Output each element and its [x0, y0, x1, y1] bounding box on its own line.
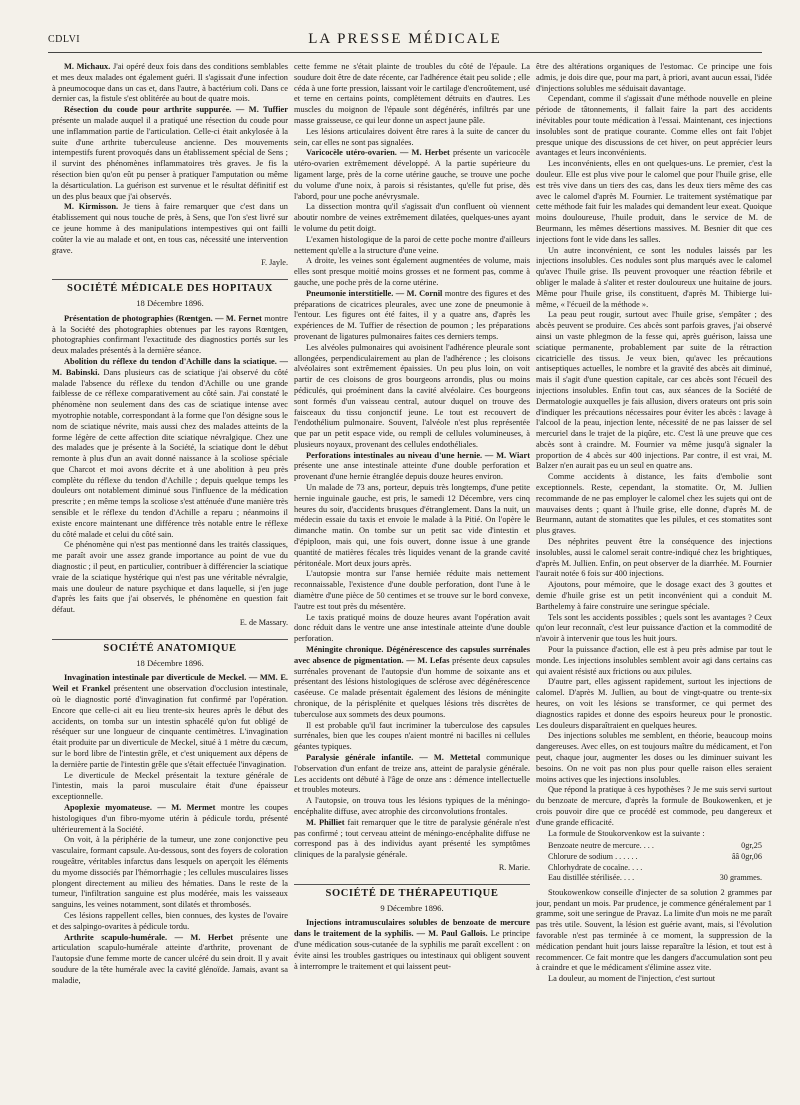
paragraph [294, 613, 530, 645]
paragraph [536, 310, 772, 472]
paragraph-text: Comme accidents à distance, les faits d'embolie sont exceptionnels. Reste, cependant, la stomatite. Or, M. Jullien recommande de ne pas employer le calomel chez les sujets qui ont de mauvaises dents ; quant à l'huile grise, elle donne, d'après M. de Beurmann, autant de stomatites que les pilules, et ces stomatites sont plus graves. [536, 472, 772, 536]
section-heading: SOCIÉTÉ ANATOMIQUE [52, 639, 288, 655]
paragraph-text: Les inconvénients, elles en ont quelques-uns. Le premier, c'est la douleur. Elle est plus vive pour le calomel que pour l'huile grise, elle est très vive dans un tiers des cas, dans les deux tiers même des cas avec le calomel d'après M. Fournier. Le traitement systématique par cette méthode fait fuir les malades qui demandent leur exeat. Quoique moins douloureuse, l'huile produit, dans le service de M. de Beurmann, les mêmes désertions massives. M. Besnier dit que ces injections font le vide dans les salles. [536, 159, 772, 244]
paragraph-text: Il est probable qu'il faut incriminer la tuberculose des capsules surrénales, bien que les coupes n'aient montré ni bacilles ni cellules géantes typiques. [294, 720, 530, 752]
paragraph-title: Paralysie générale infantile. — M. Mettetal [306, 753, 481, 762]
paragraph-text: La douleur, au moment de l'injection, c'est surtout [548, 974, 716, 984]
paragraph-text: Des injections solubles me semblent, en théorie, beaucoup moins dangereuses. Avec elles, on est toujours maître du médicament, et l'on peut, chaque jour, augmenter les doses ou les diminuer suivant les besoins. On ne voit pas non plus pour quelle raison elles seraient moins actives que les injections insolubles. [536, 731, 772, 784]
formula-ingredient: Chlorure de sodium . . . . . . [548, 851, 638, 861]
paragraph-text: A l'autopsie, on trouva tous les lésions typiques de la méningo-encéphalite diffuse, avec atrophie des circonvolutions frontales. [294, 796, 530, 816]
formula-row [548, 873, 772, 884]
paragraph [536, 731, 772, 785]
column-right [536, 62, 772, 1102]
paragraph [294, 235, 530, 257]
author-signature: R. Marie. [498, 862, 530, 872]
paragraph-title: Varicocèle utéro-ovarien. — M. Herbet [306, 148, 450, 158]
paragraph [536, 94, 772, 159]
paragraph [536, 974, 772, 985]
paragraph [536, 613, 772, 645]
formula-block [548, 841, 772, 883]
paragraph-title: Perforations intestinales au niveau d'une hernie. — M. Wiart [306, 450, 530, 460]
paragraph [294, 289, 530, 343]
column-left [52, 62, 288, 1102]
paragraph-text: fait remarquer que le titre de paralysie générale n'est pas confirmé ; tout cerveau atteint de méningo-encéphalite diffuse ne correspond pas à des individus ayant présenté les symptômes cliniques de la paralysie générale. [294, 817, 530, 860]
paragraph [52, 62, 288, 105]
paragraph-text: montre les coupes histologiques d'un fibro-myome utérin à pédicule tordu, présenté ultérieurement à la Société. [52, 803, 288, 834]
formula-quantity: 30 grammes. [719, 873, 762, 883]
paragraph [52, 911, 288, 933]
paragraph-text: J'ai opéré deux fois dans des conditions semblables et mes deux malades ont également guéri. Il s'agissait d'une infection à pneumocoque dans un cas et, dans l'autre, à bactérium coli. Dans ce dernier cas, la fistule s'est oblitérée au bout de quatre mois. [52, 62, 288, 104]
paragraph-text: présentent une observation d'occlusion intestinale, où le diagnostic porté d'invagination fut confirmé par l'opération. Encore que celle-ci ait eu lieu trente-six heures après le début des accidents, on tomba sur un intestin sphacélé qu'on fut obligé de réséquer sur une longueur de cinquante centimètres. L'invagination était produite par un diverticule de Meckel, situé à 1 mètre du cæcum, sur le bord libre de l'intestin grêle, et c'est uniquement aux dépens de la dernière partie de l'intestin grêle que s'était effectuée l'invagination. [52, 684, 288, 769]
paragraph-text: Un autre inconvénient, ce sont les nodules laissés par les injections insolubles. Ces nodules sont plus marqués avec le calomel qu'avec l'huile grise. Ils peuvent provoquer une réaction fébrile et obliger le malade à s'aliter et rester douloureux une huitaine de jours. Même pour l'huile grise, ils constituent, d'après M. Thibierge lui-même, « l'écueil de la méthode ». [536, 245, 772, 309]
paragraph [536, 829, 772, 840]
section-date: 18 Décembre 1896. [136, 657, 204, 668]
paragraph [294, 202, 530, 234]
paragraph-title: M. Kirmisson. [64, 202, 119, 212]
paragraph-text: Pour la puissance d'action, elle est à peu près admise par tout le monde. Les injections insolubles semblent avoir agi dans certains cas qui avaient résisté aux frictions ou aux pilules. [536, 645, 772, 676]
paragraph [52, 771, 288, 803]
journal-title: LA PRESSE MÉDICALE [308, 31, 502, 47]
paragraph [52, 835, 288, 911]
formula-ingredient: Benzoate neutre de mercure. . . . [548, 841, 654, 851]
paragraph [294, 343, 530, 451]
paragraph-text: présente deux capsules surrénales provenant de l'autopsie d'un homme de soixante ans et présentant des lésions histologiques de sclérose avec dégénérescence caséeuse. Ce malade présentait également des lésions de méningite chronique, de la périsplénite et quelques lésions très discrètes de tuberculose aux sommets des deux poumons. [294, 655, 530, 719]
paragraph-text: cette femme ne s'était plainte de troubles du côté de l'épaule. La soudure doit être de date récente, car l'adhérence était peu solide ; elle céda à une forte pression, laissant voir le cartilage d'encroûtement, usé et terne en certains points, complètement détruits en d'autres. Les muscles du moignon de l'épaule sont dégénérés, infiltrés par une masse graisseuse, ce qui leur donne un aspect jaune pâle. [294, 62, 530, 125]
section-date: 9 Décembre 1896. [380, 902, 444, 913]
paragraph [294, 256, 530, 288]
paragraph [294, 818, 530, 861]
page-header [48, 30, 762, 53]
paragraph-text: Ajoutons, pour mémoire, que le dosage exact des 3 gouttes et demie d'huile grise est un petit inconvénient qui a conduit M. Barthelemy à faire construire une seringue spéciale. [536, 580, 772, 611]
paragraph-title: Pneumonie interstitielle. — M. Cornil [306, 288, 443, 298]
paragraph-title: Présentation de photographies (Rœntgen. — M. Fernet [64, 313, 262, 323]
column-middle [294, 62, 530, 1102]
formula-ingredient: Chlorhydrate de cocaïne. . . . [548, 862, 643, 872]
formula-quantity: 0gr,25 [741, 841, 762, 851]
author-signature: E. de Massary. [239, 618, 288, 628]
paragraph [294, 569, 530, 612]
paragraph [294, 753, 530, 796]
paragraph-text: présente une articulation scapulo-humérale atteinte d'arthrite, provenant de l'autopsie d'une femme morte de cancer ulcéré du sein droit. Il y avait soudure de la tête humérale avec la cavité glénoïde. Jamais, avant sa maladie, [52, 932, 288, 985]
paragraph-text: Dans plusieurs cas de sciatique j'ai observé du côté malade l'absence du réflexe du tendon d'Achille ou une grande faiblesse de ce réflexe comparativement au côté sain. J'ai constaté le phénomène non seulement dans des cas de sciatique intense avec myotrophie notable, correspondant à la forme que l'on désigne sous le nom de sciatique névrite, mais aussi chez des malades atteints de la forme légère de cette affection dite sciatique névralgique. Chez une des malades que je présente à la Société, la sciatique dont le début remonte à plus d'un an avait donné naissance à la scoliose spéciale que Charcot et moi avons décrite et à une abolition à peu près complète du réflexe du tendon d'Achille ; depuis quelque temps les douleurs ont notablement diminué sous l'influence de la médication prescrite ; en même temps la scoliose s'est atténuée d'une manière très sensible et le réflexe du tendon d'Achille a reparu ; néanmoins il existe encore maintenant une différence très notable entre le réflexe du côté malade et celui du côté sain. [52, 367, 288, 539]
author-signature: F. Jayle. [261, 258, 288, 268]
section-heading: SOCIÉTÉ DE THÉRAPEUTIQUE [294, 884, 530, 900]
formula-ingredient: Eau distillée stérilisée. . . . [548, 873, 635, 883]
paragraph [52, 540, 288, 616]
paragraph-title: Méningite chronique. Dégénérescence des capsules surrénales avec absence de pigmentation. — M. Lefas [294, 645, 530, 665]
paragraph [294, 451, 530, 483]
paragraph [294, 62, 530, 127]
section-heading: SOCIÉTÉ MÉDICALE DES HOPITAUX [52, 279, 288, 295]
paragraph [536, 159, 772, 245]
paragraph [536, 472, 772, 537]
page-number: CDLVI [48, 34, 81, 45]
paragraph-text: Ce phénomène qui n'est pas mentionné dans les traités classiques, me paraît avoir une assez grande importance au point de vue du diagnostic ; il peut, en particulier, contribuer à différencier la sciatique vraie de la sciatique hystérique qui n'est pas une véritable névralgie, mais une douleur de nature psychique et dans laquelle, si j'en juge d'après les faits que j'ai observés, le phénomène en question fait défaut. [52, 540, 288, 615]
paragraph [52, 933, 288, 987]
paragraph-text: présente une anse intestinale atteinte d'une double perforation et provenant d'une hernie étranglée depuis douze heures environ. [294, 461, 530, 482]
section-date: 18 Décembre 1896. [136, 297, 204, 308]
paragraph-text: montre à la Société des photographies obtenues par les rayons Rœntgen, photographies confirmant l'exactitude des diagnostics portés sur les deux malades présentés à la dernière séance. [52, 313, 288, 356]
paragraph-text: Tels sont les accidents possibles ; quels sont les avantages ? Ceux qu'on leur reconnaît, c'est leur puissance d'action et la commodité de n'avoir à intervenir que tous les huit jours. [536, 612, 772, 644]
paragraph-text: Le principe d'une médication sous-cutanée de la syphilis me paraît excellent : on évite ainsi les troubles gastriques ou intestinaux qui obligent souvent à interrompre le traitement et qui laissent peut- [294, 929, 530, 971]
paragraph-text: La dissection montra qu'il s'agissait d'un confluent où viennent aboutir nombre de veines extrêmement dilatées, quelques-unes ayant le volume du petit doigt. [294, 202, 530, 233]
paragraph [536, 580, 772, 612]
paragraph [536, 785, 772, 828]
paragraph-text: L'examen histologique de la paroi de cette poche montre d'ailleurs nettement qu'elle a la structure d'une veine. [294, 234, 530, 255]
paragraph-text: présente un varicocèle utéro-ovarien extrêmement développé. A la partie supérieure du ligament large, près de la corne utérine gauche, se trouve une poche du volume d'une noix, à parois si résistantes, qu'elle fut prise, dès l'abord, pour une poche anévrysmale. [294, 148, 530, 201]
formula-row [548, 841, 772, 852]
paragraph-title: M. Philliet [306, 817, 345, 827]
paragraph-text: Que répond la pratique à ces hypothèses ? Je me suis servi surtout du benzoate de mercure, d'après la formule de Boukowenken, et je crois pouvoir dire que ce procédé est commode, peu dangereux et d'une grande efficacité. [536, 785, 772, 827]
paragraph [294, 721, 530, 753]
paragraph-title: Résection du coude pour arthrite suppurée. — M. Tuffier [64, 105, 288, 115]
paragraph [536, 645, 772, 677]
paragraph-text: Des néphrites peuvent être la conséquence des injections insolubles, aussi le calomel serait contre-indiqué chez les brightiques, d'après M. Jullien. Enfin, on peut observer de la diarrhée. M. Fournier l'aurait notée 6 fois sur 400 injections. [536, 537, 772, 579]
paragraph-text: Le taxis pratiqué moins de douze heures avant l'opération avait donc réduit dans le ventre une anse intestinale atteinte d'une double perforation. [294, 612, 530, 644]
paragraph-title: M. Michaux. [64, 62, 111, 71]
paragraph-text: La formule de Stoukorvenkow est la suivante : [548, 828, 705, 838]
paragraph-text: L'autopsie montra sur l'anse herniée réduite mais nettement reconnaissable, l'existence d'une double perforation, dont l'une à le diamètre d'une pièce de 50 centimes et se trouve sur le bord convexe, l'autre est tout près du mésentère. [294, 569, 530, 611]
paragraph [294, 918, 530, 972]
paragraph-title: Invagination intestinale par diverticule de Meckel. — MM. E. Weil et Frankel [52, 673, 288, 694]
paragraph [52, 202, 288, 256]
paragraph [536, 888, 772, 974]
paragraph-text: montre des figures et des préparations de cicatrices pleurales, avec une zone de pneumonie à l'entour. Les figures ont été faites, il y a quatre ans, d'après les expériences de M. Tuffier de résection de poumon ; les préparations provenant de ligatures pulmonaires faites ces derniers temps. [294, 288, 530, 341]
paragraph-text: Je tiens à faire remarquer que c'est dans un établissement qui nous touche de près, à Sens, que l'on s'est livré sur ce jeune homme à des manipulations intempestives qui ont failli coûter la vie au malade et ont, en tous cas, nécessité une intervention grave. [52, 202, 288, 255]
paragraph-text: On voit, à la périphérie de la tumeur, une zone conjonctive peu vasculaire, formant capsule. Au-dessous, sont des foyers de coloration rougeâtre, véritables infarctus dans lesquels on aperçoit les éléments du myome dissociés par l'hémorrhagie ; les cellules musculaires lisses plongent directement au milieu des hématies. Dans le reste de la tumeur, l'infiltration sanguine est plus modérée, mais les vaisseaux sanguins, les veines notamment, sont dilatés et thrombosés. [52, 835, 288, 910]
paragraph [294, 796, 530, 818]
paragraph-text: A droite, les veines sont également augmentées de volume, mais elles sont presque moitié moins grosses et ne forment pas, comme à gauche, une poche près de la corne utérine. [294, 256, 530, 287]
paragraph [294, 483, 530, 569]
paragraph [294, 127, 530, 149]
paragraph [52, 357, 288, 541]
paragraph-text: Les alvéoles pulmonaires qui avoisinent l'adhérence pleurale sont allongées, perpendiculairement au plan de l'adhérence ; les cloisons alvéolaires sont extrêmement épaissies. Un peu plus loin, on voit partir de ces cloisons de gros bourgeons arrondis, plus ou moins pédiculés, qui proéminent dans la cavité alvéolaire. Ces bourgeons sont formés d'un vaisseau central, autour duquel on trouve des faisceaux du tissu conjonctif jeune. Le tout est recouvert de l'endothélium pulmonaire. Souvent, l'alvéole n'est plus représentée que par un petit espace vide, ou rempli de cellules volumineuses, à plusieurs noyaux, provenant des cellules endothéliales. [294, 342, 530, 449]
paragraph-text: Un malade de 73 ans, porteur, depuis très longtemps, d'une petite hernie inguinale gauche, est pris, le samedi 12 Décembre, vers cinq heures du soir, d'accidents brusques d'étranglement. Dans la nuit, un médecin essaie du taxis et envoie le malade à la Pitié. On l'opère le dimanche matin. On tombe sur un petit sac vide d'intestin et d'épiploon, mais qui, une fois ouvert, donne issue à une grande quantité de matières fécales très liquides venant de la grande cavité péritonéale. Mort deux jours après. [294, 483, 530, 568]
paragraph-text: Stoukowenkow conseille d'injecter de sa solution 2 grammes par jour, pendant un mois. Par prudence, je commence généralement par 1 gramme, soit une seringue de Pravaz. La limite d'un mois ne me paraît pas très utile. Souvent, la lésion est guérie avant, mais, si l'évolution favorable n'est pas terminée à ce moment, la suppression de la médication pendant huit jours laisse reparaître la lésion, et tout est à recommencer. Ce fait montre que les dangers d'accumulation sont peu à craindre et que le médicament s'élimine assez vite. [536, 887, 772, 973]
paragraph [52, 673, 288, 770]
paragraph [536, 537, 772, 580]
paragraph-title: Apoplexie myomateuse. — M. Mermet [64, 803, 216, 812]
paragraph [294, 148, 530, 202]
paragraph [536, 246, 772, 311]
formula-row [548, 852, 772, 863]
paragraph-text: présente un malade auquel il a pratiqué une résection du coude pour une inflammation partie de l'articulation. Celle-ci était ankylosée à la suite d'une arthrite tuberculeuse ancienne. Des mouvements intempestifs furent provoqués dans un établissement spécial de Sens ; il survint des phénomènes inflammatoires très graves. Je fis la résection bien qu'on eût pu penser à pratiquer l'amputation ou même la désarticulation. La guérison est survenue et le résultat définitif est un des plus beaux que j'ai observés. [52, 115, 288, 201]
paragraph [52, 803, 288, 835]
paragraph [52, 314, 288, 357]
paragraph-text: La peau peut rougir, surtout avec l'huile grise, s'empâter ; des abcès peuvent se produire. Ces abcès sont parfois graves, j'ai observé ainsi un vaste phlegmon de la fesse qui, après guérison, laissa une sciatique permanente, probablement par suite de la rétraction cicatricielle des tissus. Je veux bien, qu'avec les précautions antiseptiques actuelles, le nombre et la gravité des abcès ait diminué, mais il s'agit d'une question capitale, car ces abcès sont l'écueil des injections insolubles. Enfin tout cas, aux séances de la Société de Dermatologie auxquelles je fais allusion, divers orateurs ont pris soin d'indiquer les précautions nécessaires pour éviter les abcès : lavage à l'alcool de la peau, injection lente, nécessité de ne pas laisser de sel mercuriel dans le trajet de la piqûre, etc. C'est là une preuve que ces abcès sont à craindre. M. Fournier va même jusqu'à signaler la proportion de 4 abcès sur 400 injections. Par contre, il est vrai, M. Balzer n'en aurait pas eu un seul en quatre ans. [536, 310, 772, 471]
paragraph-text: être des altérations organiques de l'estomac. Ce principe une fois admis, je dois dire que, pour ma part, à priori, avant aucun essai, l'idée d'injections solubles me séduisait davantage. [536, 62, 772, 93]
paragraph-text: Cependant, comme il s'agissait d'une méthode nouvelle en pleine période de tâtonnements, il fallait faire la part des accidents inévitables pour toute médication à l'essai. Maintenant, ces injections insolubles sont de pratique courante. Comme elles ont fait l'objet presque unique des discussions de cet hiver, on peut apprécier leurs avantages et leurs inconvénients. [536, 94, 772, 158]
formula-quantity: ââ 0gr,06 [731, 851, 762, 861]
paragraph [536, 677, 772, 731]
paragraph-title: Arthrite scapulo-humérale. — M. Herbet [64, 932, 234, 942]
paragraph-title: Injections intramusculaires solubles de benzoate de mercure dans le traitement de la syphilis. — M. Paul Gallois. [294, 918, 530, 939]
paragraph-text: D'autre part, elles agissent rapidement, surtout les injections de calomel. D'après M. Jullien, au bout de vingt-quatre ou trente-six heures, on voit les lésions se transformer, ce qui permet des diagnostics rapides et donne des espoirs heureux pour le pronostic. Les douleurs disparaîtraient en quelques heures. [536, 677, 772, 730]
paragraph [536, 62, 772, 94]
paragraph [52, 105, 288, 202]
paragraph-text: Ces lésions rappellent celles, bien connues, des kystes de l'ovaire et des salpingo-ovarites à pédicule tordu. [52, 910, 288, 931]
paragraph [294, 645, 530, 721]
paragraph-title: Abolition du réflexe du tendon d'Achille dans la sciatique. — M. Babinski. [52, 356, 288, 377]
paragraph-text: Le diverticule de Meckel présentait la texture générale de l'intestin, mais la paroi musculaire était d'une épaisseur exceptionnelle. [52, 770, 288, 802]
paragraph-text: Les lésions articulaires doivent être rares à la suite de cancer du sein, car elles ne sont pas signalées. [294, 126, 530, 147]
paragraph-text: communique l'observation d'un enfant de treize ans, atteint de paralysie générale. Les accidents ont débuté à l'âge de onze ans : démence intellectuelle et troubles moteurs. [294, 753, 530, 795]
formula-row [548, 863, 772, 874]
